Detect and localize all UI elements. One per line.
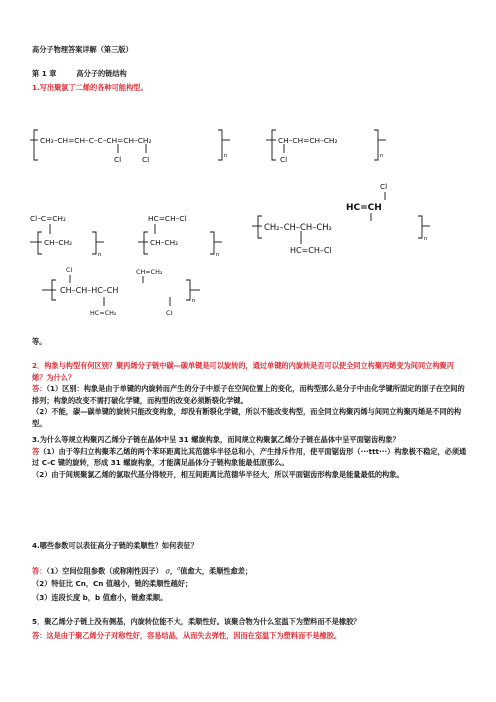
s5-top: HC=CH — [346, 203, 382, 213]
q1-question: 1.写出聚氯丁二烯的各种可能构型。 — [32, 83, 148, 92]
q2-answer-1: 答：（1）区别：构象是由于单键的内旋转而产生的分子中原子在空间位置上的变化，而构型那么是分子中由化学键所固定的原子在空间的排列；构象的改变不需打破化学键，而构型的改变必须断裂化学键。 — [32, 384, 465, 405]
s4-n: n — [216, 252, 220, 258]
s6-cl: Cl — [66, 266, 73, 274]
s6-right-cl: Cl — [166, 309, 173, 317]
q4-answer-1: 答：（1）空间位阻参数（或称刚性因子） σ，$^\sigma$值愈大，柔顺性愈差； — [32, 566, 253, 576]
s4-top: HC=CH–Cl — [148, 214, 187, 223]
s2-chain: CH–CH=CH–CH₂ — [278, 136, 338, 145]
chapter-title: 高分子的链结构 — [76, 69, 127, 78]
q1-ending: 等。 — [32, 337, 47, 346]
q5-question: 5．聚乙烯分子链上没有侧基，内旋转位能不大，柔顺性好。该聚合物为什么室温下为塑料而不是橡胶？ — [32, 617, 361, 626]
s6-n: n — [192, 298, 196, 304]
chapter-heading — [32, 68, 127, 79]
q4-question: 4.哪些参数可以表征高分子链的柔顺性？如何表征？ — [32, 541, 198, 550]
s6-chain: CH–CH–HC–CH — [60, 286, 119, 295]
s1-chain: CH₂–CH=CH–C–C–CH=CH–CH₂ — [40, 136, 152, 145]
q2-block — [32, 360, 468, 430]
q3-answer-label: 答 — [32, 446, 40, 456]
q4-answer-label: 答： — [32, 566, 47, 576]
s6-right-top: CH=CH₂ — [136, 268, 163, 276]
sigma-symbol: σ — [165, 566, 170, 576]
s2-n: n — [380, 153, 384, 159]
q2-answer-label: 答： — [32, 384, 47, 394]
q2-answer-2: （2）不能，碳—碳单键的旋转只能改变构象，却没有断裂化学键，所以不能改变构型，而全同立构聚丙烯与间同立构聚丙烯是不同的构型。 — [32, 407, 462, 428]
chapter-label: 第 1 章 — [32, 69, 57, 78]
s5-chain: CH₂–CH–CH–CH₂ — [264, 222, 332, 232]
s1-sub1: Cl — [114, 155, 122, 164]
s5-n: n — [424, 236, 428, 242]
s3-chain: CH–CH₂ — [44, 238, 73, 247]
s6-bottom: HC=CH₂ — [90, 309, 117, 317]
s5-cl: Cl — [380, 182, 388, 191]
s1-n: n — [224, 153, 228, 159]
q2-question: 2．构象与构型有何区别？聚丙烯分子链中碳—碳单键是可以旋转的，通过单键的内旋转是否可以使全同立构聚丙烯变为间同立构聚丙烯？为什么？ — [32, 361, 454, 382]
document-title: 高分子物理答案详解（第三版） — [32, 45, 133, 54]
q3-answer-1: 答（1）由于等归立构聚苯乙烯的两个苯环距离比其范德华半径总和小，产生排斥作用，使平面锯齿形（···ttt···）构象极不稳定，必须通过 C-C 键的旋转，形成 31 螺旋构象，才能满足晶体分子链构象能最低原那么。 — [32, 446, 467, 468]
s1-sub2: Cl — [142, 155, 150, 164]
s4-chain: CH–CH₂ — [150, 238, 179, 247]
s3-n: n — [98, 252, 102, 258]
q3-question: 3.为什么等规立构聚丙乙烯分子链在晶体中呈 31 螺旋构象，而间规立构聚氯乙烯分子链在晶体中呈平面锯齿构象？ — [32, 435, 400, 444]
q3-block — [32, 434, 468, 480]
q5-answer: 答：这是由于聚乙烯分子对称性好，容易结晶，从而失去弹性，因而在室温下为塑料而不是橡胶。 — [32, 631, 342, 640]
q4-answer-2: （2）特征比 Cn，Cn 值越小，链的柔顺性越好； — [32, 579, 193, 588]
q5-answer-label: 答： — [32, 631, 47, 640]
q4-answer-3: （3）连段长度 b，b 值愈小，链愈柔顺。 — [32, 593, 168, 602]
s2-sub: Cl — [280, 155, 288, 164]
s3-top: Cl–C=CH₂ — [30, 214, 66, 223]
structure-diagrams — [0, 120, 496, 360]
q3-answer-2: （2）由于间规聚氯乙烯的氯取代基分得较开，相互间距离比范德华半径大，所以平面锯齿形构象是能量最低的构象。 — [32, 469, 404, 479]
sigma-symbol-2: σ — [177, 566, 181, 572]
s5-bottom: HC=CH–Cl — [290, 246, 332, 255]
